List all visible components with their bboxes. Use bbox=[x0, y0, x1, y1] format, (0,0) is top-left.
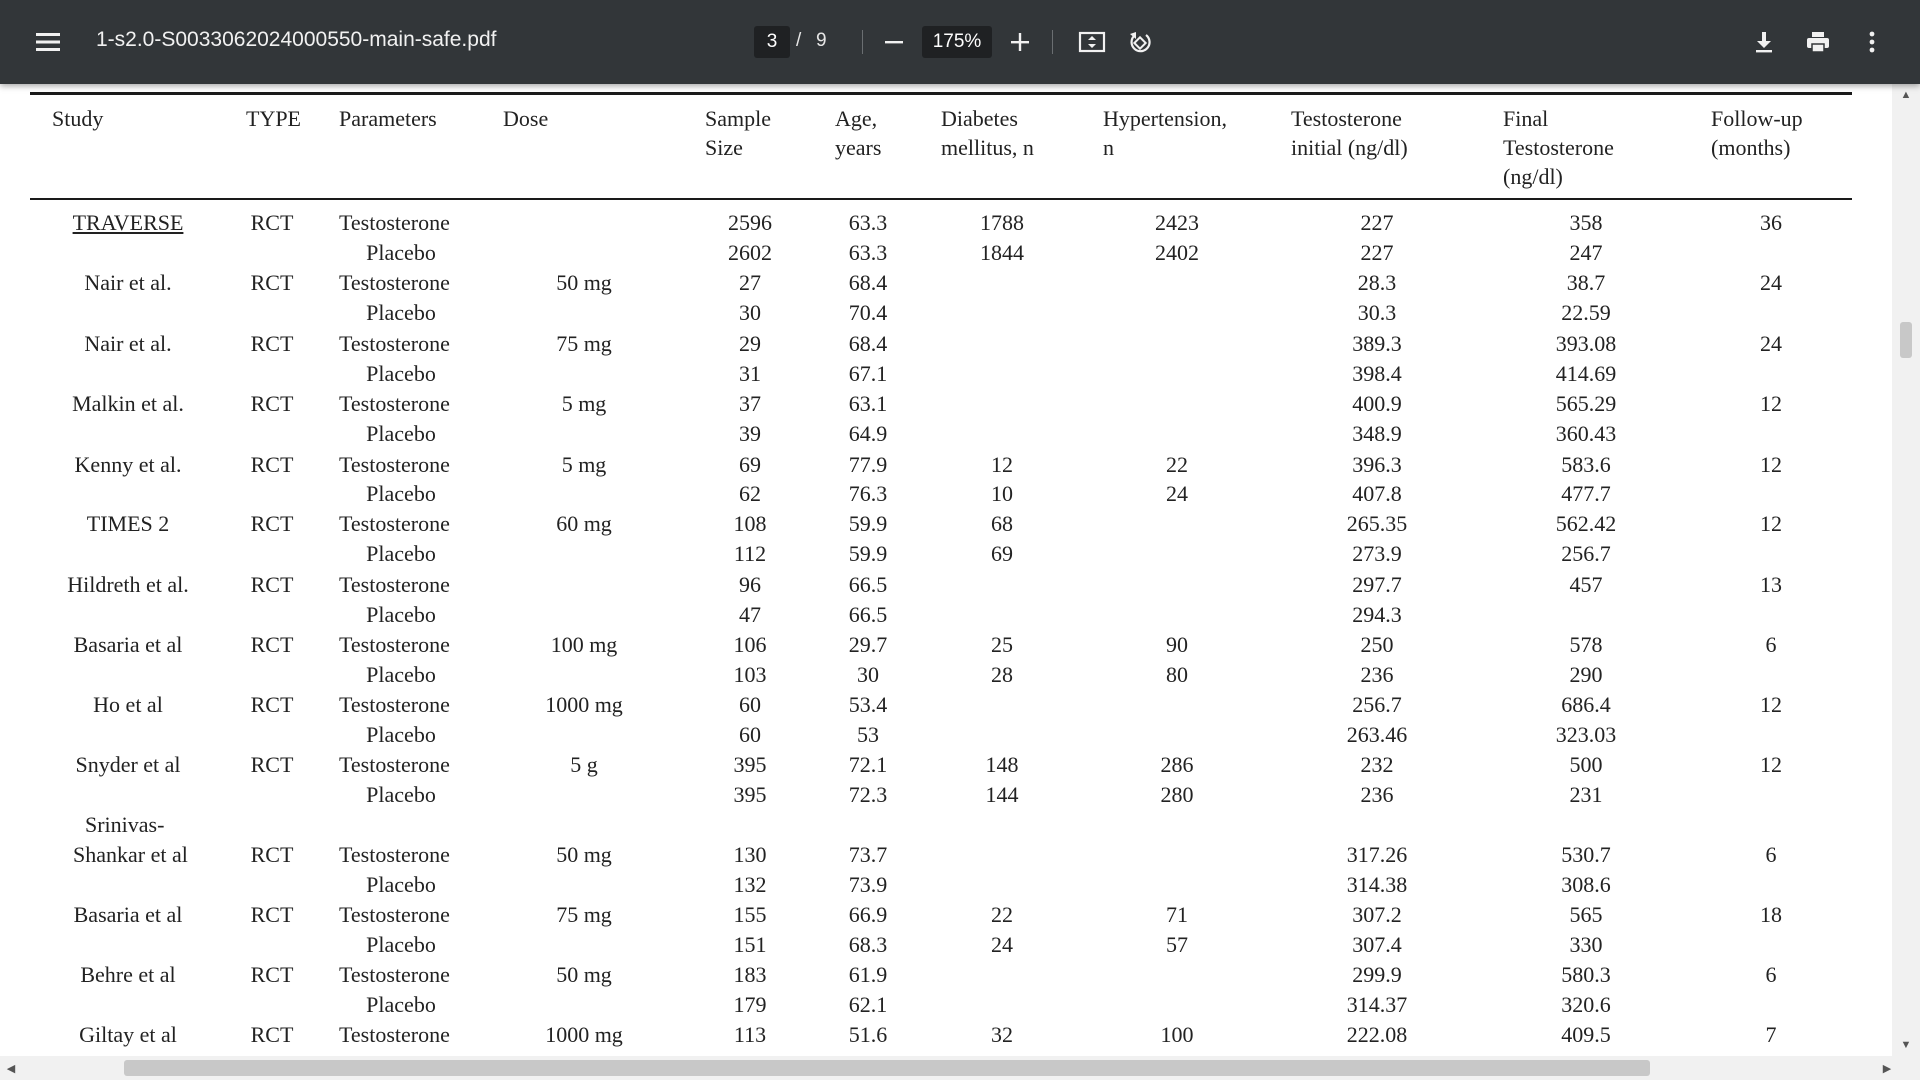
column-header-age: Age, bbox=[835, 106, 878, 131]
table-cell-type: RCT bbox=[250, 452, 294, 477]
table-cell-study: TIMES 2 bbox=[86, 511, 170, 536]
table-cell-final-testosterone: 530.7 bbox=[1561, 842, 1611, 867]
table-cell-sample-size: 179 bbox=[733, 992, 767, 1017]
table-cell-sample-size: 62 bbox=[739, 481, 761, 506]
table-cell-type: RCT bbox=[250, 391, 294, 416]
table-cell-age: 53.4 bbox=[848, 692, 888, 717]
table-cell-parameters: Placebo bbox=[366, 662, 436, 687]
table-cell-final-testosterone: 409.5 bbox=[1561, 1022, 1611, 1047]
table-cell-testosterone-initial: 389.3 bbox=[1352, 331, 1402, 356]
table-cell-parameters: Placebo bbox=[366, 722, 436, 747]
table-cell-follow-up: 36 bbox=[1760, 210, 1782, 235]
table-cell-dose: 5 mg bbox=[561, 391, 607, 416]
table-cell-dose: 5 mg bbox=[561, 452, 607, 477]
table-cell-age: 62.1 bbox=[848, 992, 888, 1017]
table-cell-sample-size: 30 bbox=[739, 300, 761, 325]
column-header-age: years bbox=[835, 135, 882, 160]
table-cell-sample-size: 130 bbox=[733, 842, 767, 867]
table-cell-study: Kenny et al. bbox=[74, 452, 182, 477]
table-cell-testosterone-initial: 227 bbox=[1360, 240, 1394, 265]
vertical-scroll-thumb[interactable] bbox=[1900, 322, 1912, 358]
table-cell-diabetes: 69 bbox=[991, 541, 1013, 566]
table-cell-hypertension: 71 bbox=[1166, 902, 1188, 927]
table-cell-final-testosterone: 323.03 bbox=[1555, 722, 1617, 747]
table-cell-testosterone-initial: 307.2 bbox=[1352, 902, 1402, 927]
column-header-testosterone-initial: Testosterone bbox=[1291, 106, 1402, 131]
table-cell-type: RCT bbox=[250, 210, 294, 235]
more-vert-icon[interactable] bbox=[1852, 22, 1892, 62]
table-cell-hypertension: 80 bbox=[1166, 662, 1188, 687]
table-cell-dose: 5 g bbox=[570, 752, 598, 777]
table-cell-testosterone-initial: 222.08 bbox=[1346, 1022, 1408, 1047]
table-cell-hypertension: 22 bbox=[1166, 452, 1188, 477]
table-cell-dose: 50 mg bbox=[556, 270, 612, 295]
table-cell-final-testosterone: 231 bbox=[1569, 782, 1603, 807]
table-cell-final-testosterone: 565.29 bbox=[1555, 391, 1617, 416]
toolbar-divider bbox=[1052, 30, 1053, 54]
table-cell-final-testosterone: 457 bbox=[1569, 572, 1603, 597]
table-cell-diabetes: 32 bbox=[991, 1022, 1013, 1047]
table-cell-testosterone-initial: 307.4 bbox=[1352, 932, 1402, 957]
table-cell-sample-size: 395 bbox=[733, 752, 767, 777]
table-cell-parameters: Placebo bbox=[366, 481, 436, 506]
table-cell-parameters: Placebo bbox=[366, 300, 436, 325]
pdf-viewport[interactable] bbox=[0, 84, 1920, 1060]
horizontal-scroll-thumb[interactable] bbox=[124, 1060, 1650, 1076]
table-cell-diabetes: 10 bbox=[991, 481, 1013, 506]
column-header-follow-up: Follow-up bbox=[1711, 106, 1803, 131]
table-cell-dose: 75 mg bbox=[556, 331, 612, 356]
table-cell-parameters: Placebo bbox=[366, 361, 436, 386]
table-cell-testosterone-initial: 348.9 bbox=[1352, 421, 1402, 446]
table-cell-age: 68.4 bbox=[848, 270, 888, 295]
table-cell-type: RCT bbox=[250, 632, 294, 657]
column-header-testosterone-initial: initial (ng/dl) bbox=[1291, 135, 1408, 160]
table-cell-follow-up: 6 bbox=[1765, 842, 1777, 867]
table-cell-age: 76.3 bbox=[848, 481, 888, 506]
table-cell-parameters: Testosterone bbox=[339, 270, 450, 295]
column-header-follow-up: (months) bbox=[1711, 135, 1791, 160]
table-cell-follow-up: 12 bbox=[1760, 511, 1782, 536]
column-header-type: TYPE bbox=[246, 106, 301, 131]
table-cell-type: RCT bbox=[250, 511, 294, 536]
table-cell-diabetes: 25 bbox=[991, 632, 1013, 657]
table-cell-study: TRAVERSE bbox=[72, 210, 184, 235]
table-cell-age: 59.9 bbox=[848, 541, 888, 566]
table-cell-study: Basaria et al bbox=[73, 632, 183, 657]
zoom-out-icon[interactable] bbox=[874, 22, 914, 62]
column-header-parameters: Parameters bbox=[339, 106, 437, 131]
table-cell-study: Ho et al bbox=[93, 692, 163, 717]
table-cell-sample-size: 113 bbox=[733, 1022, 767, 1047]
table-cell-type: RCT bbox=[250, 902, 294, 927]
table-cell-study: Nair et al. bbox=[84, 270, 172, 295]
table-cell-follow-up: 12 bbox=[1760, 452, 1782, 477]
column-header-final-testosterone: Final bbox=[1503, 106, 1549, 131]
zoom-level-input[interactable]: 175% bbox=[922, 26, 992, 58]
table-cell-final-testosterone: 330 bbox=[1569, 932, 1603, 957]
table-cell-final-testosterone: 247 bbox=[1569, 240, 1603, 265]
table-cell-final-testosterone: 414.69 bbox=[1555, 361, 1617, 386]
table-cell-type: RCT bbox=[250, 270, 294, 295]
table-cell-final-testosterone: 358 bbox=[1569, 210, 1603, 235]
table-cell-final-testosterone: 393.08 bbox=[1555, 331, 1617, 356]
table-cell-age: 61.9 bbox=[848, 962, 888, 987]
table-cell-follow-up: 12 bbox=[1760, 752, 1782, 777]
zoom-in-icon[interactable] bbox=[1000, 22, 1040, 62]
table-cell-final-testosterone: 565 bbox=[1569, 902, 1603, 927]
horizontal-scrollbar[interactable] bbox=[0, 1056, 1920, 1080]
table-cell-age: 51.6 bbox=[848, 1022, 888, 1047]
table-cell-parameters: Testosterone bbox=[339, 331, 450, 356]
table-cell-parameters: Placebo bbox=[366, 992, 436, 1017]
page-total: 9 bbox=[816, 30, 827, 51]
table-cell-age: 63.3 bbox=[848, 210, 888, 235]
download-icon[interactable] bbox=[1744, 22, 1784, 62]
table-cell-testosterone-initial: 407.8 bbox=[1352, 481, 1402, 506]
pdf-toolbar bbox=[0, 0, 1920, 84]
table-cell-final-testosterone: 290 bbox=[1569, 662, 1603, 687]
table-cell-study: Nair et al. bbox=[84, 331, 172, 356]
table-cell-final-testosterone: 477.7 bbox=[1561, 481, 1611, 506]
table-cell-age: 72.3 bbox=[848, 782, 888, 807]
table-cell-parameters: Testosterone bbox=[339, 902, 450, 927]
table-cell-sample-size: 106 bbox=[733, 632, 767, 657]
table-cell-dose: 60 mg bbox=[556, 511, 612, 536]
table-cell-parameters: Testosterone bbox=[339, 1022, 450, 1047]
table-cell-final-testosterone: 583.6 bbox=[1561, 452, 1611, 477]
table-cell-follow-up: 12 bbox=[1760, 692, 1782, 717]
table-cell-testosterone-initial: 299.9 bbox=[1352, 962, 1402, 987]
table-cell-sample-size: 151 bbox=[733, 932, 767, 957]
table-cell-testosterone-initial: 396.3 bbox=[1352, 452, 1402, 477]
table-cell-parameters: Placebo bbox=[366, 602, 436, 627]
table-cell-age: 64.9 bbox=[848, 421, 888, 446]
table-cell-age: 72.1 bbox=[848, 752, 888, 777]
table-top-rule bbox=[30, 92, 1852, 95]
page-separator: / bbox=[796, 30, 802, 51]
table-cell-final-testosterone: 580.3 bbox=[1561, 962, 1611, 987]
table-cell-follow-up: 24 bbox=[1760, 331, 1782, 356]
table-cell-final-testosterone: 38.7 bbox=[1566, 270, 1606, 295]
table-cell-hypertension: 280 bbox=[1160, 782, 1194, 807]
table-cell-type: RCT bbox=[250, 572, 294, 597]
table-cell-final-testosterone: 578 bbox=[1569, 632, 1603, 657]
table-cell-testosterone-initial: 317.26 bbox=[1346, 842, 1408, 867]
table-cell-age: 29.7 bbox=[848, 632, 888, 657]
page-number-input[interactable]: 3 bbox=[754, 26, 790, 58]
table-cell-testosterone-initial: 294.3 bbox=[1352, 602, 1402, 627]
table-cell-type: RCT bbox=[250, 692, 294, 717]
table-cell-testosterone-initial: 314.38 bbox=[1346, 872, 1408, 897]
table-cell-testosterone-initial: 250 bbox=[1360, 632, 1394, 657]
table-cell-sample-size: 29 bbox=[739, 331, 761, 356]
table-cell-age: 73.9 bbox=[848, 872, 888, 897]
table-cell-parameters: Placebo bbox=[366, 932, 436, 957]
table-cell-hypertension: 57 bbox=[1166, 932, 1188, 957]
table-cell-dose: 100 mg bbox=[550, 632, 618, 657]
table-cell-hypertension: 24 bbox=[1166, 481, 1188, 506]
table-cell-sample-size: 60 bbox=[739, 692, 761, 717]
table-cell-testosterone-initial: 236 bbox=[1360, 782, 1394, 807]
column-header-dose: Dose bbox=[503, 106, 549, 131]
table-cell-final-testosterone: 22.59 bbox=[1561, 300, 1611, 325]
table-cell-dose: 1000 mg bbox=[545, 1022, 623, 1047]
table-cell-sample-size: 60 bbox=[739, 722, 761, 747]
table-cell-testosterone-initial: 30.3 bbox=[1357, 300, 1397, 325]
table-cell-type: RCT bbox=[250, 1022, 294, 1047]
table-cell-hypertension: 90 bbox=[1166, 632, 1188, 657]
table-cell-dose: 1000 mg bbox=[545, 692, 623, 717]
table-cell-sample-size: 96 bbox=[739, 572, 761, 597]
table-cell-parameters: Placebo bbox=[366, 541, 436, 566]
table-cell-type: RCT bbox=[250, 752, 294, 777]
table-cell-testosterone-initial: 28.3 bbox=[1357, 270, 1397, 295]
table-cell-testosterone-initial: 256.7 bbox=[1352, 692, 1402, 717]
table-cell-parameters: Testosterone bbox=[339, 511, 450, 536]
table-cell-hypertension: 2423 bbox=[1155, 210, 1199, 235]
table-cell-study: Malkin et al. bbox=[72, 391, 184, 416]
table-cell-diabetes: 24 bbox=[991, 932, 1013, 957]
table-cell-follow-up: 7 bbox=[1765, 1022, 1777, 1047]
table-cell-study: Hildreth et al. bbox=[67, 572, 189, 597]
table-cell-diabetes: 1844 bbox=[980, 240, 1024, 265]
table-cell-testosterone-initial: 263.46 bbox=[1346, 722, 1408, 747]
table-cell-age: 66.5 bbox=[848, 602, 888, 627]
table-cell-diabetes: 12 bbox=[991, 452, 1013, 477]
table-cell-age: 73.7 bbox=[848, 842, 888, 867]
table-cell-sample-size: 39 bbox=[739, 421, 761, 446]
table-cell-final-testosterone: 686.4 bbox=[1561, 692, 1611, 717]
table-cell-parameters: Testosterone bbox=[339, 210, 450, 235]
table-cell-dose: 50 mg bbox=[556, 842, 612, 867]
table-cell-follow-up: 24 bbox=[1760, 270, 1782, 295]
scroll-right-arrow-icon[interactable]: ▶ bbox=[1882, 1062, 1892, 1075]
document-title: 1-s2.0-S0033062024000550-main-safe.pdf bbox=[96, 28, 497, 51]
table-cell-hypertension: 2402 bbox=[1155, 240, 1199, 265]
table-cell-sample-size: 2596 bbox=[728, 210, 772, 235]
table-cell-age: 68.3 bbox=[848, 932, 888, 957]
scroll-left-arrow-icon[interactable]: ◀ bbox=[6, 1062, 16, 1075]
vertical-scrollbar[interactable] bbox=[1892, 84, 1920, 1060]
table-cell-parameters: Testosterone bbox=[339, 572, 450, 597]
table-cell-study: Basaria et al bbox=[73, 902, 183, 927]
table-cell-age: 30 bbox=[857, 662, 879, 687]
table-cell-follow-up: 18 bbox=[1760, 902, 1782, 927]
table-cell-diabetes: 68 bbox=[991, 511, 1013, 536]
table-cell-study: Shankar et al bbox=[73, 842, 188, 867]
table-cell-age: 63.1 bbox=[848, 391, 888, 416]
table-cell-parameters: Testosterone bbox=[339, 962, 450, 987]
table-cell-final-testosterone: 562.42 bbox=[1555, 511, 1617, 536]
table-cell-parameters: Testosterone bbox=[339, 632, 450, 657]
table-cell-type: RCT bbox=[250, 842, 294, 867]
table-cell-sample-size: 47 bbox=[739, 602, 761, 627]
table-cell-follow-up: 6 bbox=[1765, 962, 1777, 987]
menu-icon[interactable] bbox=[28, 20, 68, 64]
table-cell-testosterone-initial: 273.9 bbox=[1352, 541, 1402, 566]
table-cell-sample-size: 2602 bbox=[728, 240, 772, 265]
column-header-sample-size: Sample bbox=[705, 106, 771, 131]
column-header-diabetes: Diabetes bbox=[941, 106, 1018, 131]
scroll-up-arrow-icon[interactable]: ▲ bbox=[1900, 89, 1912, 101]
column-header-sample-size: Size bbox=[705, 135, 743, 160]
column-header-hypertension: n bbox=[1103, 135, 1114, 160]
table-cell-sample-size: 155 bbox=[733, 902, 767, 927]
table-cell-age: 70.4 bbox=[848, 300, 888, 325]
table-cell-parameters: Testosterone bbox=[339, 692, 450, 717]
table-cell-hypertension: 286 bbox=[1160, 752, 1194, 777]
table-cell-dose: 75 mg bbox=[556, 902, 612, 927]
table-cell-age: 59.9 bbox=[848, 511, 888, 536]
table-cell-parameters: Testosterone bbox=[339, 842, 450, 867]
table-cell-testosterone-initial: 236 bbox=[1360, 662, 1394, 687]
table-cell-dose: 50 mg bbox=[556, 962, 612, 987]
table-cell-sample-size: 31 bbox=[739, 361, 761, 386]
table-cell-sample-size: 69 bbox=[739, 452, 761, 477]
table-cell-final-testosterone: 500 bbox=[1569, 752, 1603, 777]
table-cell-sample-size: 27 bbox=[739, 270, 761, 295]
table-cell-age: 67.1 bbox=[848, 361, 888, 386]
table-cell-age: 66.9 bbox=[848, 902, 888, 927]
table-cell-age: 63.3 bbox=[848, 240, 888, 265]
table-cell-sample-size: 103 bbox=[733, 662, 767, 687]
table-cell-type: RCT bbox=[250, 962, 294, 987]
table-cell-sample-size: 37 bbox=[739, 391, 761, 416]
table-cell-testosterone-initial: 232 bbox=[1360, 752, 1394, 777]
column-header-final-testosterone: Testosterone bbox=[1503, 135, 1614, 160]
table-cell-age: 77.9 bbox=[848, 452, 888, 477]
table-cell-sample-size: 183 bbox=[733, 962, 767, 987]
table-cell-age: 53 bbox=[857, 722, 879, 747]
table-cell-sample-size: 108 bbox=[733, 511, 767, 536]
rotate-icon[interactable] bbox=[1120, 22, 1160, 62]
table-cell-parameters: Testosterone bbox=[339, 752, 450, 777]
column-header-hypertension: Hypertension, bbox=[1103, 106, 1228, 131]
table-cell-final-testosterone: 308.6 bbox=[1561, 872, 1611, 897]
table-cell-study: Giltay et al bbox=[79, 1022, 177, 1047]
table-cell-parameters: Testosterone bbox=[339, 452, 450, 477]
table-cell-study: Srinivas- bbox=[85, 812, 165, 837]
table-cell-diabetes: 148 bbox=[985, 752, 1019, 777]
table-cell-sample-size: 395 bbox=[733, 782, 767, 807]
table-cell-parameters: Testosterone bbox=[339, 391, 450, 416]
table-cell-diabetes: 1788 bbox=[980, 210, 1024, 235]
table-cell-study: Behre et al bbox=[80, 962, 176, 987]
table-cell-parameters: Placebo bbox=[366, 240, 436, 265]
table-cell-type: RCT bbox=[250, 331, 294, 356]
table-cell-sample-size: 112 bbox=[733, 541, 767, 566]
table-cell-testosterone-initial: 314.37 bbox=[1346, 992, 1408, 1017]
table-header-rule bbox=[30, 198, 1852, 200]
table-cell-diabetes: 22 bbox=[991, 902, 1013, 927]
table-cell-testosterone-initial: 297.7 bbox=[1352, 572, 1402, 597]
table-cell-parameters: Placebo bbox=[366, 872, 436, 897]
table-cell-testosterone-initial: 398.4 bbox=[1352, 361, 1402, 386]
table-cell-hypertension: 100 bbox=[1160, 1022, 1194, 1047]
table-cell-testosterone-initial: 400.9 bbox=[1352, 391, 1402, 416]
table-cell-follow-up: 13 bbox=[1760, 572, 1782, 597]
table-cell-testosterone-initial: 227 bbox=[1360, 210, 1394, 235]
toolbar-divider bbox=[862, 30, 863, 54]
table-cell-testosterone-initial: 265.35 bbox=[1346, 511, 1408, 536]
table-cell-diabetes: 144 bbox=[985, 782, 1019, 807]
table-cell-follow-up: 6 bbox=[1765, 632, 1777, 657]
table-cell-final-testosterone: 320.6 bbox=[1561, 992, 1611, 1017]
table-cell-age: 68.4 bbox=[848, 331, 888, 356]
table-cell-final-testosterone: 360.43 bbox=[1555, 421, 1617, 446]
print-icon[interactable] bbox=[1798, 22, 1838, 62]
table-cell-age: 66.5 bbox=[848, 572, 888, 597]
table-cell-parameters: Placebo bbox=[366, 782, 436, 807]
column-header-final-testosterone: (ng/dl) bbox=[1503, 164, 1563, 189]
table-cell-diabetes: 28 bbox=[991, 662, 1013, 687]
table-cell-final-testosterone: 256.7 bbox=[1561, 541, 1611, 566]
column-header-diabetes: mellitus, n bbox=[941, 135, 1034, 160]
table-cell-follow-up: 12 bbox=[1760, 391, 1782, 416]
scroll-down-arrow-icon[interactable]: ▼ bbox=[1900, 1039, 1912, 1051]
table-cell-study: Snyder et al bbox=[75, 752, 181, 777]
fit-page-icon[interactable] bbox=[1072, 22, 1112, 62]
column-header-study: Study bbox=[52, 106, 104, 131]
table-cell-parameters: Placebo bbox=[366, 421, 436, 446]
table-cell-sample-size: 132 bbox=[733, 872, 767, 897]
